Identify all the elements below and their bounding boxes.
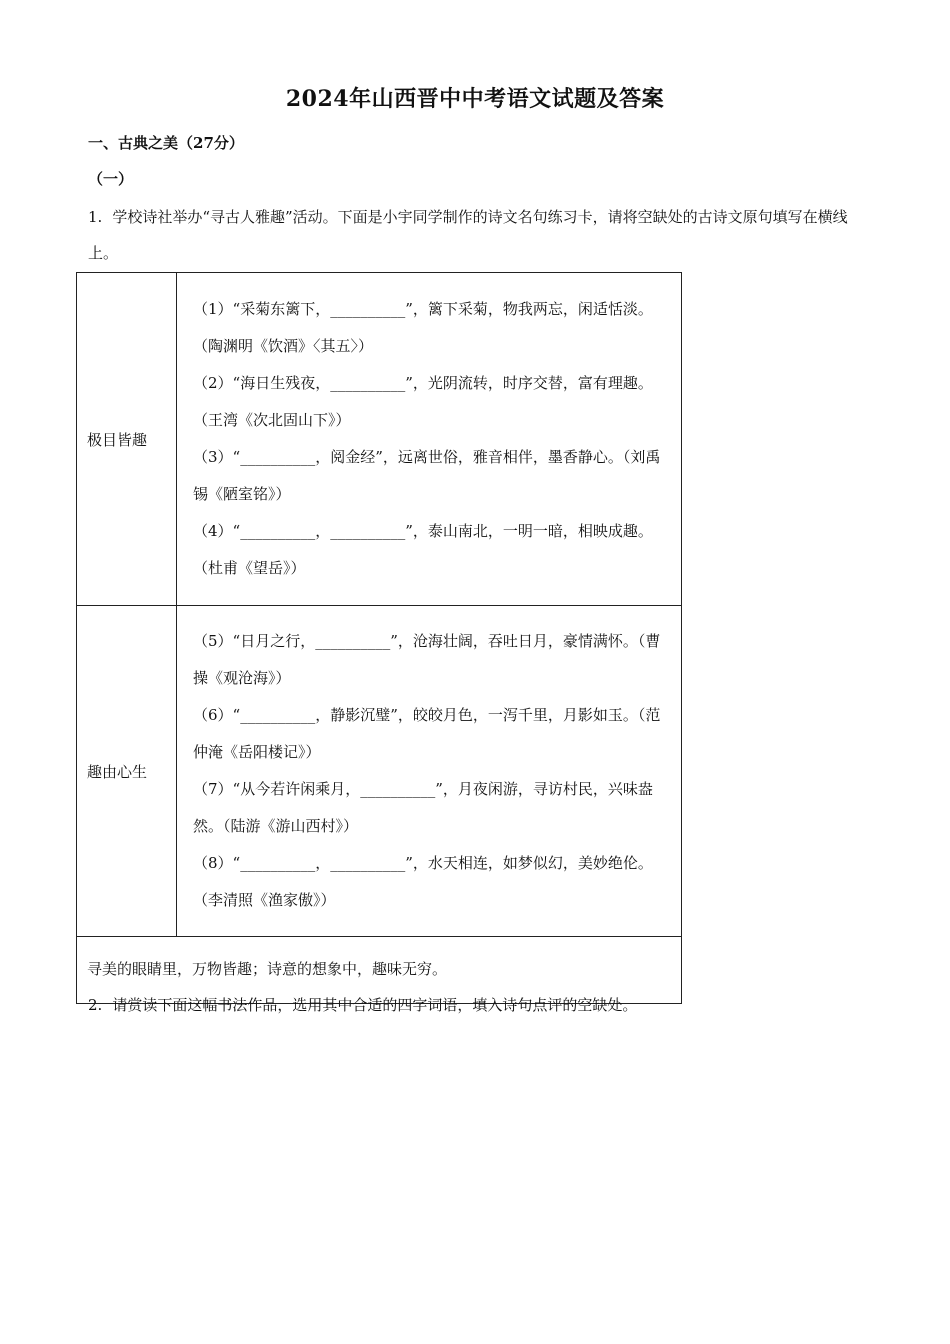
- group-label: 趣由心生: [77, 606, 177, 937]
- table-footer-text: 寻美的眼睛里，万物皆趣；诗意的想象中，趣味无穷。: [77, 937, 682, 1004]
- blank-item-7: （7）“从今若许闲乘月，__________”，月夜闲游，寻访村民，兴味盎然。（陆游《游山西村》）: [193, 780, 653, 835]
- section-heading: 一、古典之美（27分）: [88, 134, 244, 152]
- blank-item-1: （1）“采菊东篱下，__________”，篱下采菊，物我两忘，闲适恬淡。（陶渊明《饮酒》〈其五〉）: [193, 300, 653, 355]
- blank-item-4: （4）“__________，__________”，泰山南北，一明一暗，相映成趣。（杜甫《望岳》）: [193, 522, 653, 577]
- question-1: [88, 199, 868, 271]
- blank-item-5: （5）“日月之行，__________”，沧海壮阔，吞吐日月，豪情满怀。（曹操《观沧海》）: [193, 632, 661, 687]
- group-content: [177, 273, 682, 606]
- question-2: [88, 987, 868, 1023]
- subsection-heading: （一）: [88, 170, 134, 188]
- question-2-number: 2.: [88, 996, 103, 1014]
- table-row: [77, 273, 682, 606]
- practice-card-table: [76, 272, 682, 1004]
- blank-item-8: （8）“__________，__________”，水天相连，如梦似幻，美妙绝伦。（李清照《渔家傲》）: [193, 854, 653, 909]
- group-content: [177, 606, 682, 937]
- table-row: [77, 606, 682, 937]
- blank-item-2: （2）“海日生残夜，__________”，光阴流转，时序交替，富有理趣。（王湾《次北固山下》）: [193, 374, 653, 429]
- blank-item-3: （3）“__________，阅金经”，远离世俗，雅音相伴，墨香静心。（刘禹锡《陋室铭》）: [193, 448, 661, 503]
- question-2-text: 请赏读下面这幅书法作品，选用其中合适的四字词语，填入诗句点评的空缺处。: [112, 996, 638, 1014]
- question-1-text: 学校诗社举办“寻古人雅趣”活动。下面是小宇同学制作的诗文名句练习卡，请将空缺处的古诗文原句填写在横线上。: [88, 208, 848, 262]
- question-1-number: 1.: [88, 208, 103, 226]
- group-label: 极目皆趣: [77, 273, 177, 606]
- page-title: 2024年山西晋中中考语文试题及答案: [285, 86, 665, 112]
- blank-item-6: （6）“__________，静影沉璧”，皎皎月色，一泻千里，月影如玉。（范仲淹《岳阳楼记》）: [193, 706, 661, 761]
